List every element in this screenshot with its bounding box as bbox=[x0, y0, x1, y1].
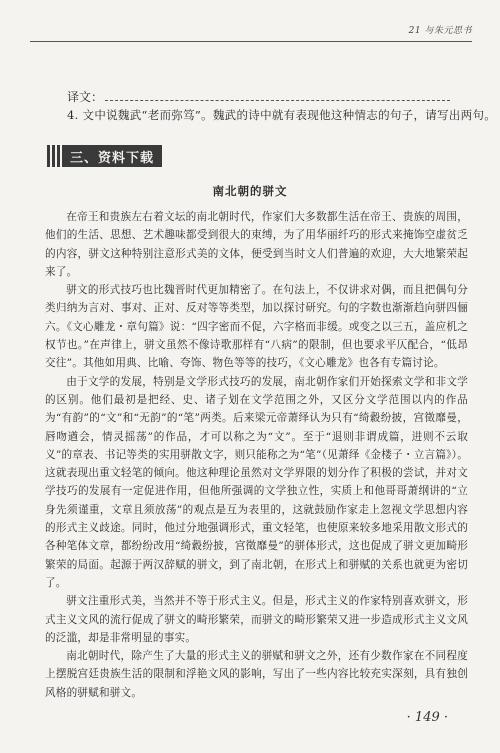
page-number: · 149 · bbox=[406, 710, 448, 725]
article-title: 南北朝的骈文 bbox=[212, 184, 288, 198]
article-paragraph: 由于文学的发展，特别是文学形式技巧的发展，南北朝作家们开始探索文学和非文学的区别。他们最初是把经、史、诸子划在文学范围之外，又区分文学范围以内的作品为“有韵”的“文”和“无韵”的“笔”两类。后来梁元帝萧绎认为只有“绮縠纷披，宫徵靡曼，唇吻遒会，情灵摇荡”的作品，才可以称之为“文”。至于“退则非谓成篇，进则不云取义”的章表、书记等类的实用骈散文字，则只能称之为“笔”（见萧绎《金楼子・立言篇》）。这就表现出重文轻笔的倾向。他这种理论虽然对文学界限的划分作了积极的尝试，并对文学技巧的发展有一定促进作用，但他所强调的文学独立性，实质上和他哥哥萧纲讲的“立身先须谨重，文章且须放荡”的观点是互为表里的，这就鼓励作家走上忽视文学思想内容的形式主义歧途。同时，他过分地强调形式，重文轻笔，也使原来较多地采用散文形式的各种笔体文章，都纷纷改用“绮縠纷披，宫徵靡曼”的骈体形式，这也促成了骈文更加畸形繁荣的局面。起源于两汉辞赋的骈文，到了南北朝，在形式上和骈赋的关系也就更为密切了。 bbox=[45, 375, 468, 589]
banner-stripes bbox=[47, 145, 60, 167]
article-paragraph: 骈文注重形式美，当然并不等于形式主义。但是，形式主义的作家特别喜欢骈文，形式主义文风的流行促成了骈文的畸形繁荣，而骈文的畸形繁荣又进一步造成形式主义文风的泛滥，却是非常明显的事实。 bbox=[45, 595, 468, 644]
running-header bbox=[30, 23, 472, 42]
article-paragraph: 南北朝时代，除产生了大量的形式主义的骈赋和骈文之外，还有少数作家在不同程度上摆脱宫廷贵族生活的限制和浮艳文风的影响，写出了一些内容比较充实深刻，具有独创风格的骈赋和骈文。 bbox=[45, 650, 468, 699]
article-paragraph: 骈文的形式技巧也比魏晋时代更加精密了。在句法上，不仅讲求对偶，而且把偶句分类归纳为言对、事对、正对、反对等等类型，加以探讨研究。句的字数也渐渐趋向骈四俪六。《文心雕龙・章句篇》说：“四字密而不促，六字格而非缓。或变之以三五，盖应机之权节也。”在声律上，骈文虽然不像诗歌那样有“八病”的限制，但也要求平仄配合，“低昂交往”。其他如用典、比喻、夸饰、物色等等的技巧，《文心雕龙》也各有专篇讨论。 bbox=[45, 284, 468, 370]
article-body bbox=[45, 208, 468, 702]
exercise-question-4: 4. 文中说魏武“老而弥笃”。魏武的诗中就有表现他这种情志的句子，请写出两句。 bbox=[67, 108, 497, 122]
running-header-text: 21 与朱元思书 bbox=[408, 26, 472, 36]
translation-label: 译文： bbox=[67, 90, 104, 104]
translation-answer-line bbox=[67, 88, 467, 105]
article-paragraph: 在帝王和贵族左右着文坛的南北朝时代，作家们大多数都生活在帝王、贵族的周围，他们的生活、思想、艺术趣味都受到很大的束缚，为了用华丽纤巧的形式来掩饰空虚贫乏的内容，骈文这种特别注意形式美的文体，便受到当时文人们普遍的欢迎，大大地繁荣起来了。 bbox=[45, 211, 468, 278]
section-title: 三、资料下载 bbox=[62, 145, 162, 167]
answer-blank bbox=[105, 90, 450, 101]
section-banner bbox=[47, 145, 162, 167]
